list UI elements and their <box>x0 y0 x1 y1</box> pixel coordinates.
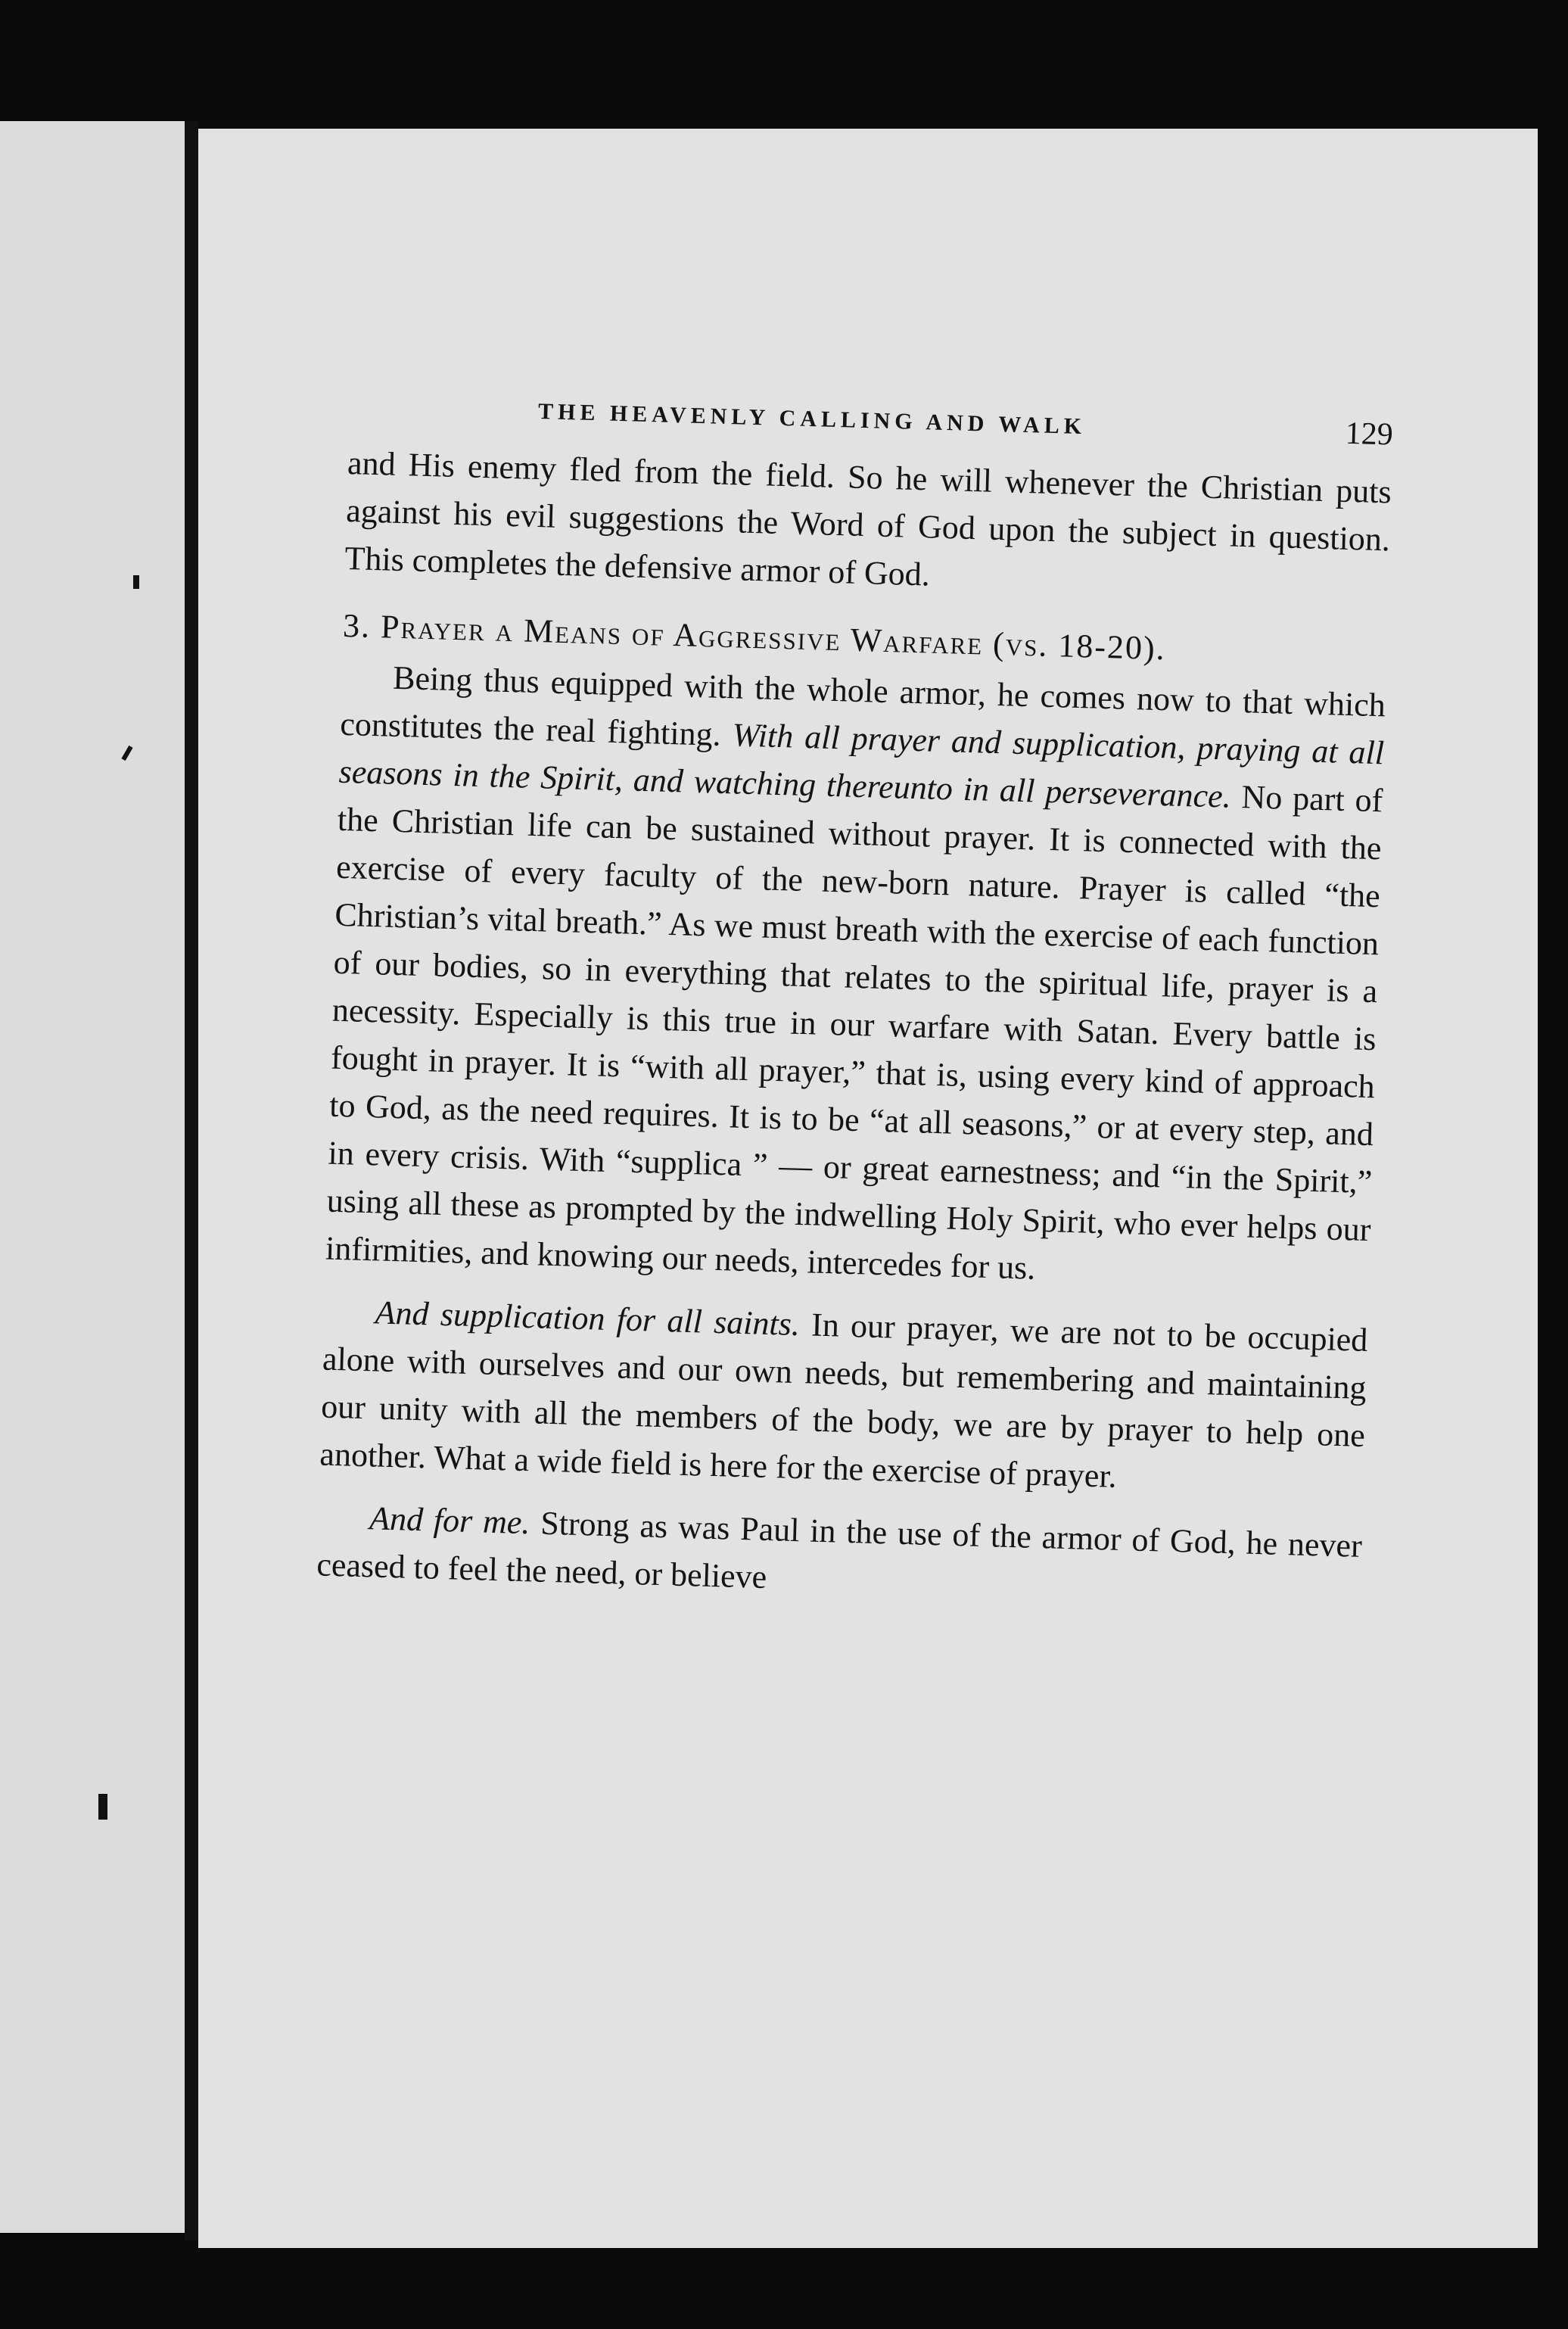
paragraph-supplication <box>319 1287 1368 1507</box>
scripture-quote: And for me. <box>369 1499 531 1542</box>
scripture-quote: With all prayer and supplication, praying at all seasons in the Spirit, and watching thereunto in all perseverance. <box>338 716 1385 815</box>
book-gutter <box>185 121 198 2240</box>
scripture-quote: And supplication for all saints. <box>375 1294 801 1344</box>
page-number: 129 <box>1345 416 1394 453</box>
section-heading: 3. Prayer a Means of Aggressive Warfare (vs. 18-20). <box>342 606 1167 668</box>
scan-speck <box>133 575 139 589</box>
paragraph-text: Strong as was Paul in the use of the armor of God, he never ceased to feel the need, or believe <box>316 1504 1363 1596</box>
scan-speck <box>98 1794 107 1820</box>
paragraph-text: In our prayer, we are not to be occupied alone with ourselves and our own needs, but remembering and maintaining our unity with all the members of the body, we are by prayer to help one another. What a wide field is here for the exercise of prayer. <box>319 1306 1369 1495</box>
page-content <box>316 386 1394 1618</box>
running-head: THE HEAVENLY CALLING AND WALK <box>537 398 1087 440</box>
opening-paragraph: and His enemy fled from the field. So he will whenever the Christian puts against his evil suggestions the Word of God upon the subject in question. This completes the defensive armor of God. <box>344 444 1392 593</box>
book-page <box>198 129 1538 2248</box>
paragraph-text: No part of the Christian life can be sustained without prayer. It is connected with the exercise of every faculty of the new-born nature. Prayer is called “the Christian’s vital breath.” As we must breath with the exercise of each function of our bodies, so in everything that relates to the spiritual life, prayer is a necessity. Especially is this true in our warfare with Satan. Every battle is fought in prayer. It is “with all prayer,” that is, using every kind of approach to God, as the need requires. It is to be “at all seasons,” or at every step, and in every crisis. With “supplica ” — or great earnestness; and “in the Spirit,” using all these as prompted by the indwelling Holy Spirit, who ever helps our infirmities, and knowing our needs, intercedes for us. <box>325 778 1383 1287</box>
paragraph-prayer <box>325 652 1386 1301</box>
paragraph-text: Being thus equipped with the whole armor, he comes now to that which constitutes the real fighting. <box>339 659 1386 753</box>
left-page-edge <box>0 121 186 2233</box>
